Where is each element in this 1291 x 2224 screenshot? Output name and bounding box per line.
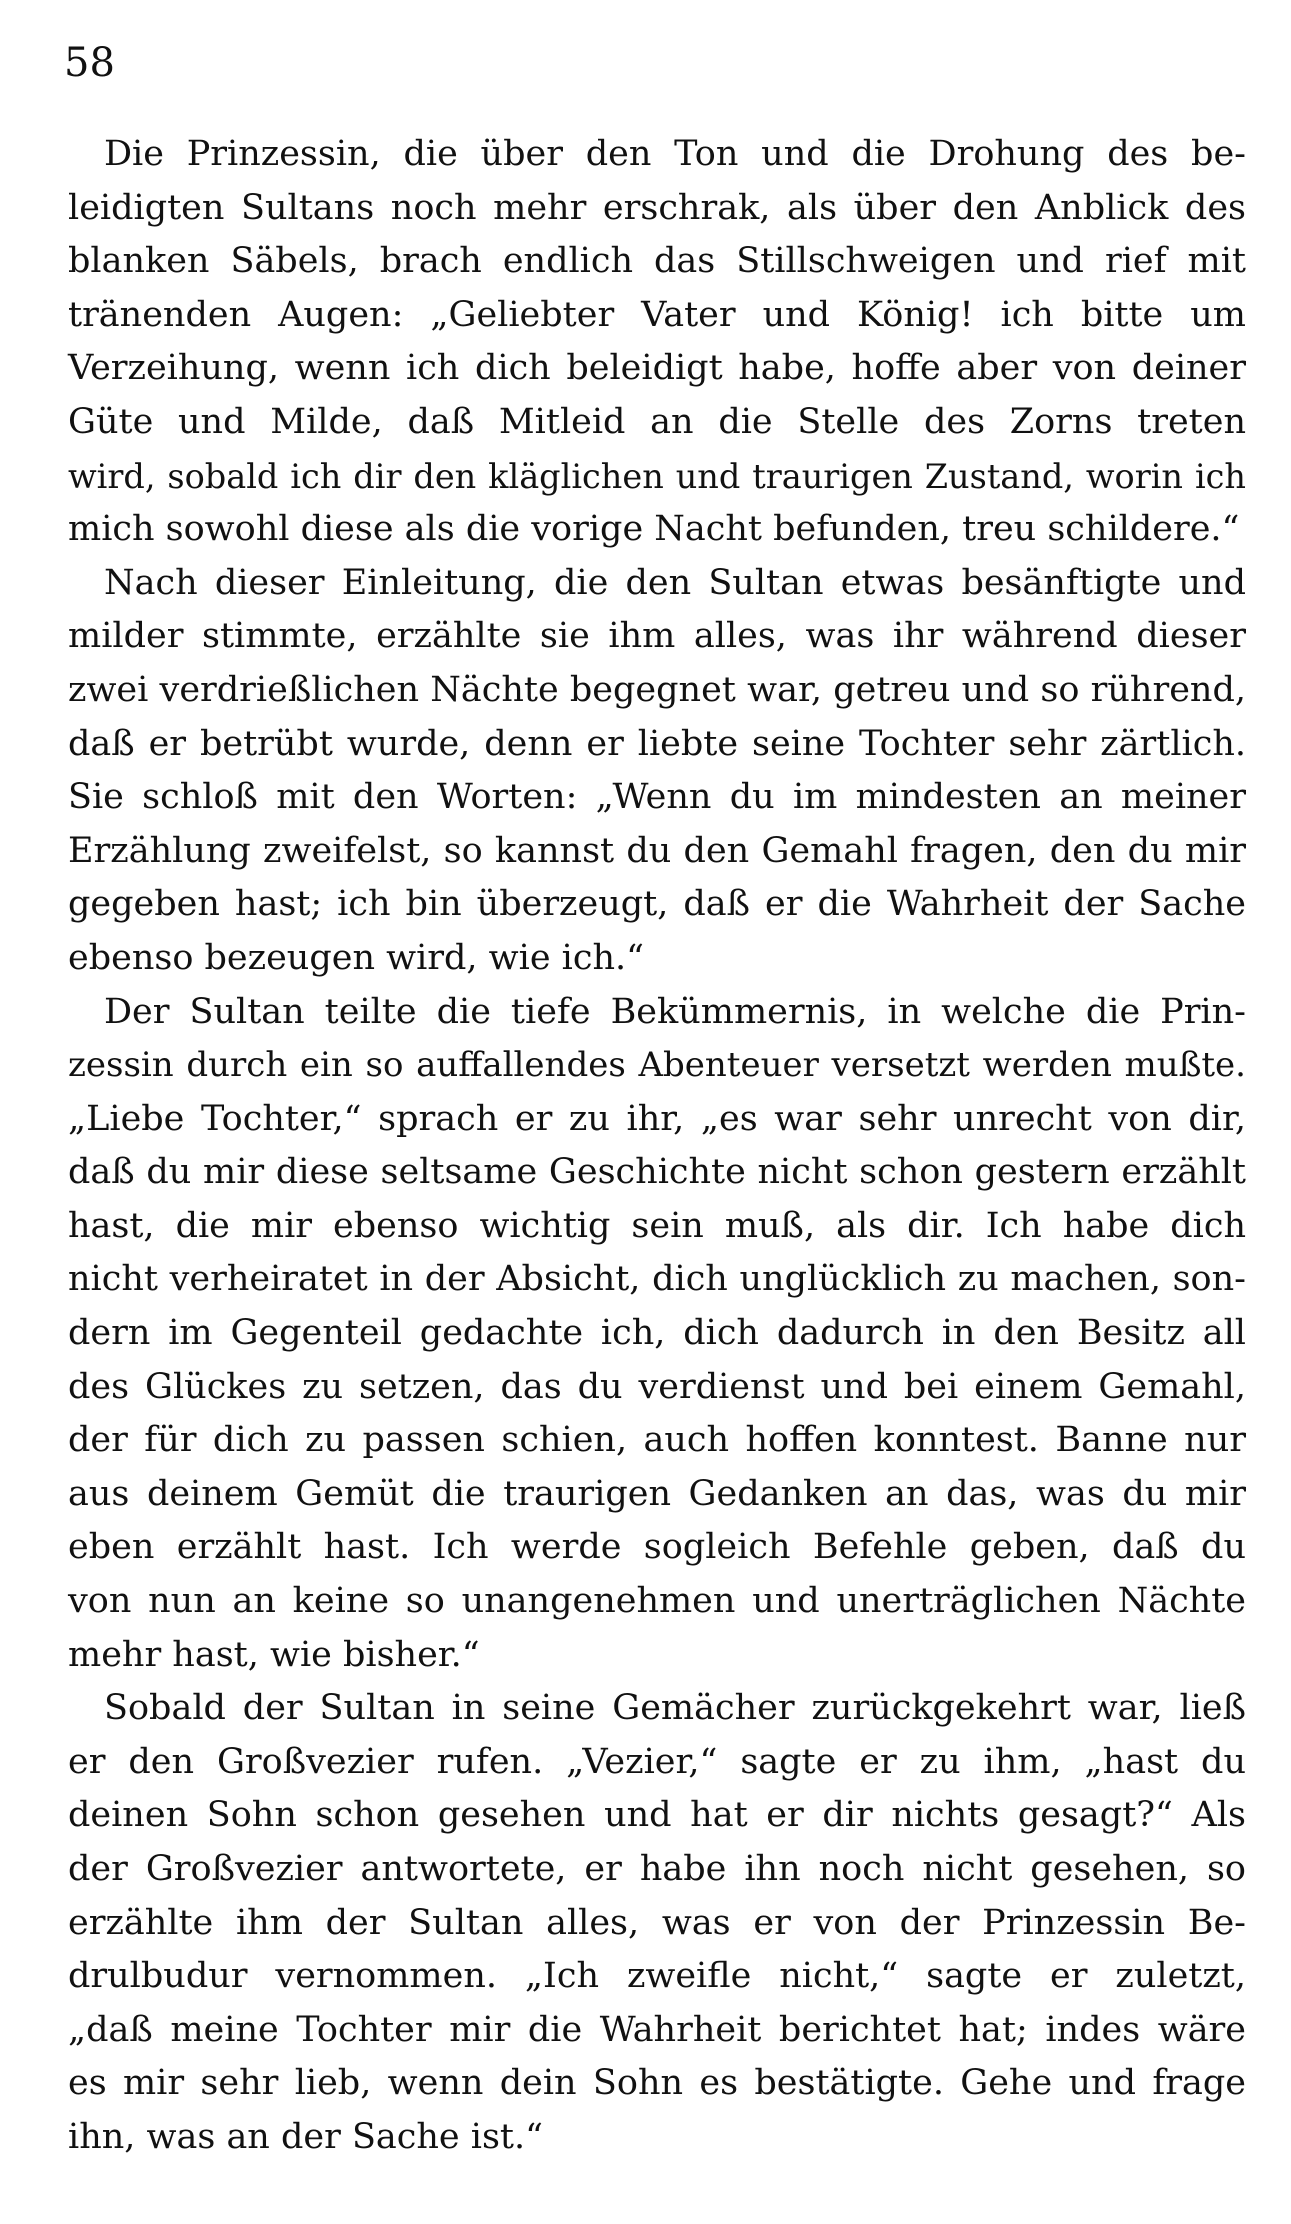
text-line: „Liebe Tochter,“ sprach er zu ihr, „es war sehr unrecht von dir,: [68, 1098, 1246, 1139]
page-number: 58: [64, 40, 115, 86]
text-line: blanken Säbels, brach endlich das Stillschweigen und rief mit: [68, 241, 1246, 282]
text-line: Erzählung zweifelst, so kannst du den Gemahl fragen, den du mir: [68, 830, 1246, 871]
text-line: daß er betrübt wurde, denn er liebte seine Tochter sehr zärtlich.: [68, 723, 1246, 764]
text-line: gegeben hast; ich bin überzeugt, daß er die Wahrheit der Sache: [68, 884, 1246, 925]
text-line: Sie schloß mit den Worten: „Wenn du im mindesten an meiner: [68, 777, 1246, 818]
paragraph: [68, 986, 1246, 1683]
text-line: mehr hast, wie bisher.“: [68, 1634, 480, 1675]
text-line: der für dich zu passen schien, auch hoffen konntest. Banne nur: [68, 1420, 1246, 1461]
text-line: Sobald der Sultan in seine Gemächer zurückgekehrt war, ließ: [104, 1688, 1246, 1729]
text-line: des Glückes zu setzen, das du verdienst und bei einem Gemahl,: [68, 1366, 1246, 1407]
text-line: mich sowohl diese als die vorige Nacht befunden, treu schildere.“: [68, 509, 1240, 550]
text-line: „daß meine Tochter mir die Wahrheit berichtet hat; indes wäre: [68, 2009, 1246, 2050]
body-text: [68, 128, 1246, 2165]
text-line: er den Großvezier rufen. „Vezier,“ sagte er zu ihm, „hast du: [68, 1741, 1246, 1782]
text-line: zwei verdrießlichen Nächte begegnet war, getreu und so rührend,: [68, 669, 1246, 710]
text-line: Die Prinzessin, die über den Ton und die Drohung des be-: [104, 134, 1246, 174]
paragraph: [68, 557, 1246, 986]
text-line: erzählte ihm der Sultan alles, was er von der Prinzessin Be-: [68, 1902, 1246, 1943]
text-line: milder stimmte, erzählte sie ihm alles, was ihr während dieser: [68, 616, 1246, 657]
text-line: eben erzählt hast. Ich werde sogleich Befehle geben, daß du: [68, 1527, 1246, 1568]
text-line: Der Sultan teilte die tiefe Bekümmernis, in welche die Prin-: [104, 991, 1246, 1032]
paragraph: [68, 1682, 1246, 2164]
text-line: nicht verheiratet in der Absicht, dich unglücklich zu machen, son-: [68, 1259, 1246, 1300]
text-line: daß du mir diese seltsame Geschichte nicht schon gestern erzählt: [68, 1152, 1246, 1193]
text-line: Verzeihung, wenn ich dich beleidigt habe, hoffe aber von deiner: [68, 348, 1246, 389]
text-line: Güte und Milde, daß Mitleid an die Stelle des Zorns treten: [68, 401, 1246, 442]
text-line: es mir sehr lieb, wenn dein Sohn es bestätigte. Gehe und frage: [68, 2063, 1246, 2104]
text-line: tränenden Augen: „Geliebter Vater und König! ich bitte um: [68, 294, 1246, 335]
text-line: dern im Gegenteil gedachte ich, dich dadurch in den Besitz all: [68, 1313, 1246, 1354]
text-line: von nun an keine so unangenehmen und unerträglichen Nächte: [68, 1581, 1246, 1622]
text-line: wird, sobald ich dir den kläglichen und traurigen Zustand, worin ich: [68, 456, 1246, 496]
text-line: der Großvezier antwortete, er habe ihn noch nicht gesehen, so: [68, 1849, 1246, 1889]
paragraph: [68, 128, 1246, 557]
text-line: drulbudur vernommen. „Ich zweifle nicht,“ sagte er zuletzt,: [68, 1956, 1246, 1997]
text-line: hast, die mir ebenso wichtig sein muß, als dir. Ich habe dich: [68, 1205, 1246, 1246]
text-line: deinen Sohn schon gesehen und hat er dir nichts gesagt?“ Als: [68, 1795, 1246, 1836]
text-line: ebenso bezeugen wird, wie ich.“: [68, 937, 645, 978]
text-line: zessin durch ein so auffallendes Abenteuer versetzt werden mußte.: [68, 1045, 1246, 1086]
text-line: aus deinem Gemüt die traurigen Gedanken an das, was du mir: [68, 1473, 1246, 1514]
text-line: leidigten Sultans noch mehr erschrak, als über den Anblick des: [68, 187, 1246, 228]
text-line: ihn, was an der Sache ist.“: [68, 2116, 544, 2157]
text-line: Nach dieser Einleitung, die den Sultan etwas besänftigte und: [104, 562, 1246, 603]
